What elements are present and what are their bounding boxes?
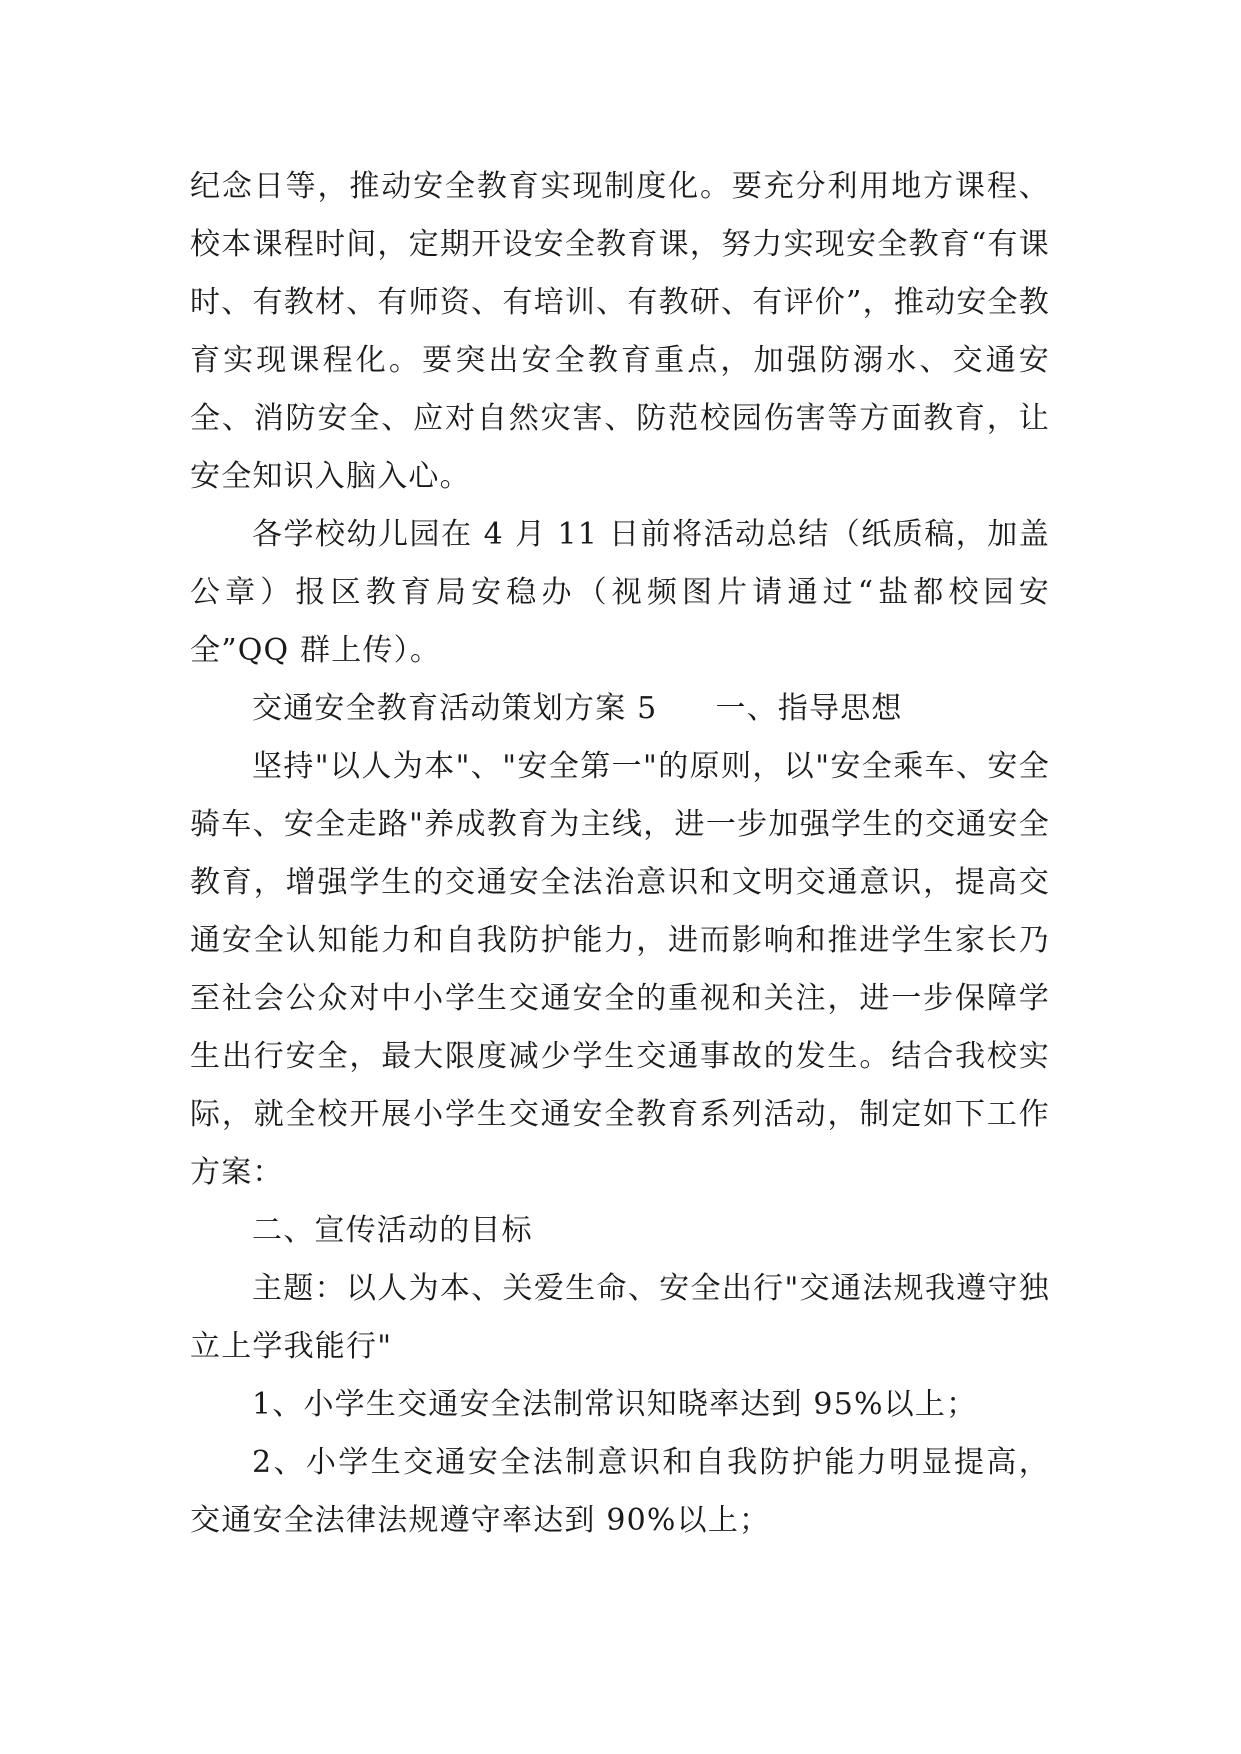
- section-heading-guiding-ideology: 一、指导思想: [715, 691, 903, 726]
- list-item-goal-2: 2、小学生交通安全法制意识和自我防护能力明显提高，交通安全法律法规遵守率达到 90%以上；: [190, 1445, 1050, 1538]
- section-title-line: [190, 680, 1050, 738]
- paragraph-safety-education-curriculum: 纪念日等，推动安全教育实现制度化。要充分利用地方课程、校本课程时间，定期开设安全教育课，努力实现安全教育“有课时、有教材、有师资、有培训、有教研、有评价”，推动安全教育实现课程化。要突出安全教育重点，加强防溺水、交通安全、消防安全、应对自然灾害、防范校园伤害等方面教育，让安全知识入脑入心。: [190, 169, 1050, 494]
- plan-title: 交通安全教育活动策划方案 5: [252, 691, 658, 726]
- list-item-goal-1: 1、小学生交通安全法制常识知晓率达到 95%以上；: [252, 1387, 978, 1422]
- paragraph-activity-summary-deadline: 各学校幼儿园在 4 月 11 日前将活动总结（纸质稿，加盖公章）报区教育局安稳办（视频图片请通过“盐都校园安全”QQ 群上传）。: [190, 517, 1050, 668]
- document-body: [190, 158, 1050, 1550]
- paragraph-theme: 主题：以人为本、关爱生命、安全出行"交通法规我遵守独立上学我能行": [190, 1271, 1050, 1364]
- section-heading-goals: 二、宣传活动的目标: [252, 1213, 533, 1248]
- paragraph-guiding-ideology: 坚持"以人为本"、"安全第一"的原则，以"安全乘车、安全骑车、安全走路"养成教育为主线，进一步加强学生的交通安全教育，增强学生的交通安全法治意识和文明交通意识，提高交通安全认知能力和自我防护能力，进而影响和推进学生家长乃至社会公众对中小学生交通安全的重视和关注，进一步保障学生出行安全，最大限度减少学生交通事故的发生。结合我校实际，就全校开展小学生交通安全教育系列活动，制定如下工作方案：: [190, 749, 1050, 1190]
